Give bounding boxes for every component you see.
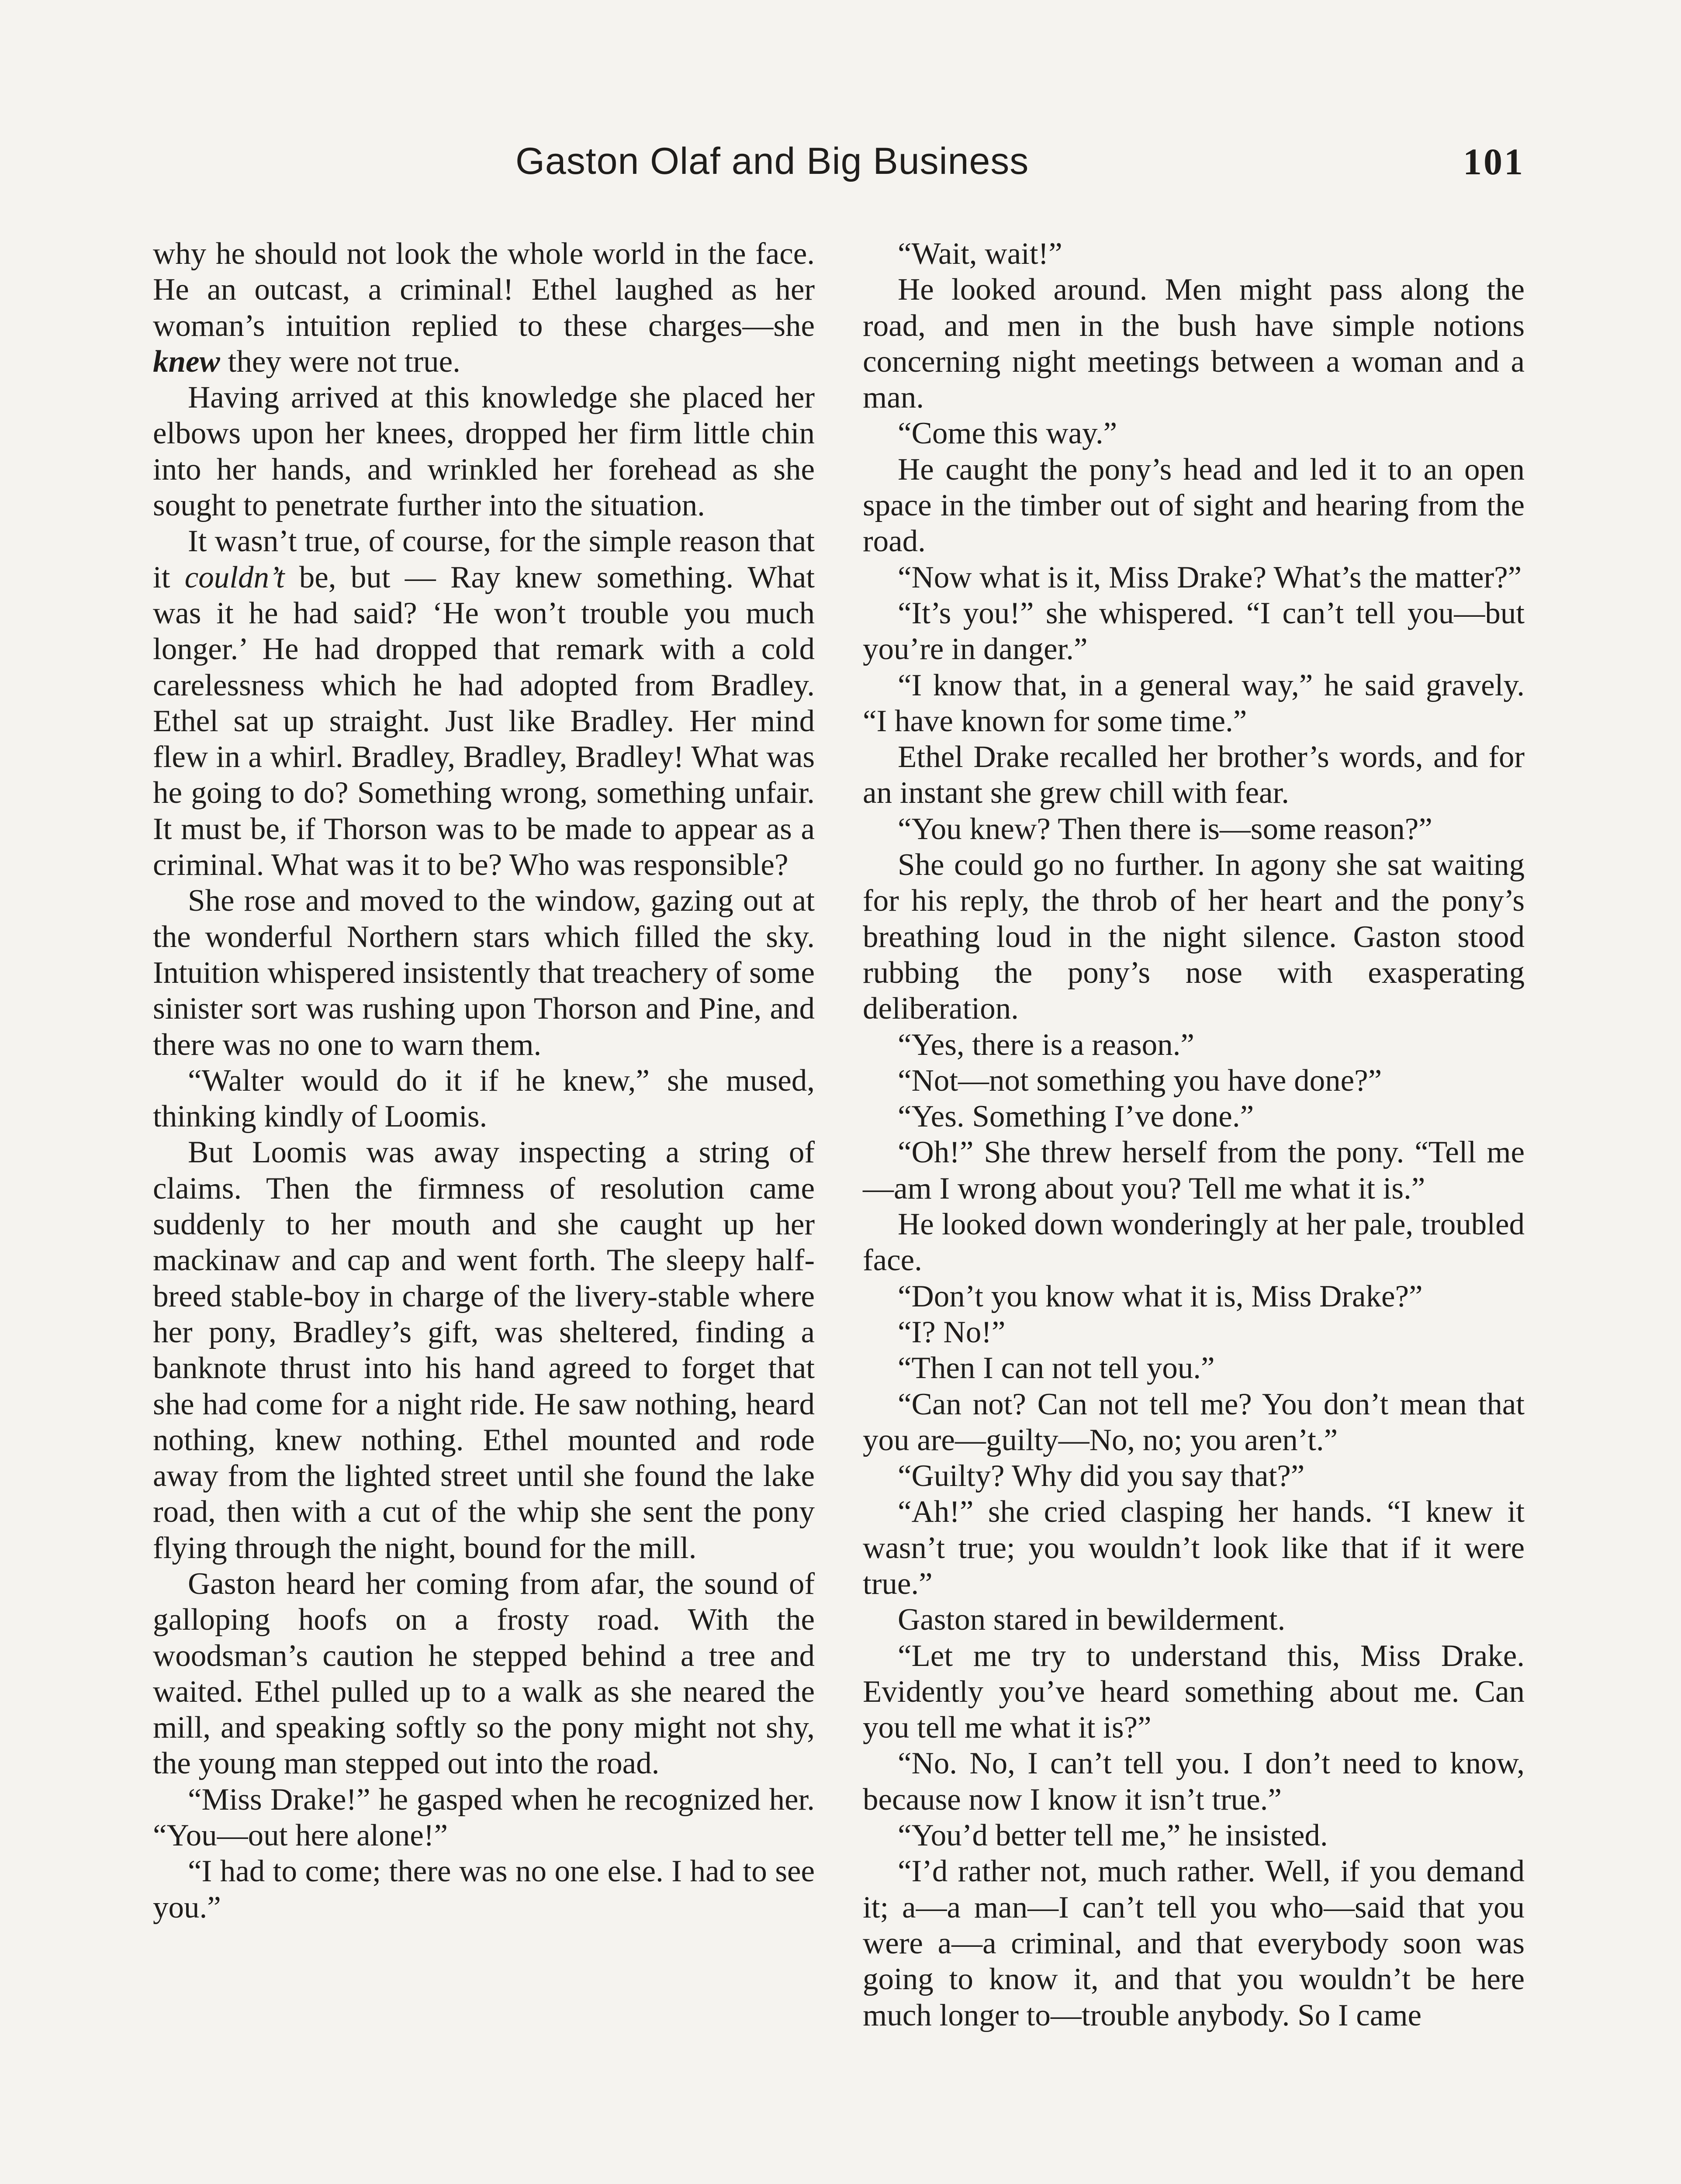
text-run: “Let me try to understand this, Miss Drake. Evidently you’ve heard something about me. Can you tell me what it is?” bbox=[863, 1638, 1525, 1745]
paragraph bbox=[863, 415, 1525, 451]
text-run: “Now what is it, Miss Drake? What’s the matter?” bbox=[898, 560, 1522, 594]
text-run: “No. No, I can’t tell you. I don’t need to know, because now I know it isn’t true.” bbox=[863, 1746, 1525, 1817]
text-run: But Loomis was away inspecting a string of claims. Then the firmness of resolution came suddenly to her mouth and she caught up her mackinaw and cap and went forth. The sleepy half-breed stable-boy in charge of the livery-stable where her pony, Bradley’s gift, was sheltered, finding a banknote thrust into his hand agreed to forget that she had come for a night ride. He saw nothing, heard nothing, knew nothing. Ethel mounted and rode away from the lighted street until she found the lake road, then with a cut of the whip she sent the pony flying through the night, bound for the mill. bbox=[153, 1135, 815, 1565]
text-run: “It’s you!” she whispered. “I can’t tell you—but you’re in danger.” bbox=[863, 596, 1525, 667]
paragraph bbox=[863, 1638, 1525, 1746]
paragraph bbox=[863, 560, 1525, 595]
text-run: why he should not look the whole world in the face. He an outcast, a criminal! Ethel laughed as her woman’s intuition replied to these charges—she bbox=[153, 237, 815, 343]
text-run: “Oh!” She threw herself from the pony. “Tell me—am I wrong about you? Tell me what it is.” bbox=[863, 1135, 1525, 1206]
paragraph bbox=[863, 236, 1525, 272]
paragraph bbox=[863, 667, 1525, 740]
text-run: “Miss Drake!” he gasped when he recognized her. “You—out here alone!” bbox=[153, 1782, 815, 1853]
paragraph bbox=[863, 1853, 1525, 2033]
paragraph bbox=[863, 1134, 1525, 1206]
text-run: “I know that, in a general way,” he said gravely. “I have known for some time.” bbox=[863, 668, 1525, 738]
running-header bbox=[153, 140, 1525, 192]
paragraph bbox=[153, 523, 815, 883]
paragraph bbox=[863, 1099, 1525, 1134]
paragraph bbox=[153, 1134, 815, 1566]
paragraph bbox=[863, 1314, 1525, 1350]
text-run: be, but — Ray knew something. What was it he had said? ‘He won’t trouble you much longer.’ He had dropped that remark with a cold carelessness which he had adopted from Bradley. Ethel sat up straight. Just like Bradley. Her mind flew in a whirl. Bradley, Bradley, Bradley! What was he going to do? Something wrong, something unfair. It must be, if Thorson was to be made to appear as a criminal. What was it to be? Who was responsible? bbox=[153, 560, 815, 882]
text-run: He caught the pony’s head and led it to an open space in the timber out of sight and hearing from the road. bbox=[863, 452, 1525, 559]
paragraph bbox=[863, 739, 1525, 811]
text-run: “I had to come; there was no one else. I had to see you.” bbox=[153, 1854, 815, 1925]
paragraph bbox=[863, 847, 1525, 1026]
text-run: “Come this way.” bbox=[898, 416, 1117, 451]
text-run: “Wait, wait!” bbox=[898, 237, 1062, 271]
paragraph bbox=[863, 1279, 1525, 1314]
paragraph bbox=[153, 1782, 815, 1854]
text-run: “Can not? Can not tell me? You don’t mean that you are—guilty—No, no; you aren’t.” bbox=[863, 1387, 1525, 1457]
paragraph bbox=[863, 1818, 1525, 1853]
running-head-title: Gaston Olaf and Big Business bbox=[515, 140, 1029, 182]
page-number: 101 bbox=[1463, 141, 1525, 183]
text-run: “Yes, there is a reason.” bbox=[898, 1027, 1194, 1062]
text-run: “Guilty? Why did you say that?” bbox=[898, 1459, 1305, 1493]
text-run: “I? No!” bbox=[898, 1315, 1006, 1349]
text-run: “Not—not something you have done?” bbox=[898, 1063, 1382, 1098]
paragraph bbox=[863, 1063, 1525, 1099]
paragraph bbox=[863, 1494, 1525, 1602]
text-run: Ethel Drake recalled her brother’s words, and for an instant she grew chill with fear. bbox=[863, 740, 1525, 810]
text-run: “I’d rather not, much rather. Well, if you demand it; a—a man—I can’t tell you who—said that you were a—a criminal, and that everybody soon was going to know it, and that you wouldn’t be here much longer to—trouble anybody. So I came bbox=[863, 1854, 1525, 2032]
paragraph bbox=[153, 1853, 815, 1925]
text-run: Gaston heard her coming from afar, the sound of galloping hoofs on a frosty road. With the woodsman’s caution he stepped behind a tree and waited. Ethel pulled up to a walk as she neared the mill, and speaking softly so the pony might not shy, the young man stepped out into the road. bbox=[153, 1566, 815, 1781]
left-text-column bbox=[153, 236, 815, 1925]
text-run: She rose and moved to the window, gazing out at the wonderful Northern stars which filled the sky. Intuition whispered insistently that treachery of some sinister sort was rushing upon Thorson and Pine, and there was no one to warn them. bbox=[153, 884, 815, 1062]
paragraph bbox=[863, 595, 1525, 667]
paragraph bbox=[863, 272, 1525, 415]
paragraph bbox=[863, 1745, 1525, 1818]
text-run: He looked down wonderingly at her pale, troubled face. bbox=[863, 1207, 1525, 1278]
paragraph bbox=[863, 1350, 1525, 1386]
text-run: He looked around. Men might pass along the road, and men in the bush have simple notions concerning night meetings between a woman and a man. bbox=[863, 273, 1525, 415]
text-run: “You’d better tell me,” he insisted. bbox=[898, 1818, 1328, 1853]
paragraph bbox=[153, 236, 815, 380]
text-run: “You knew? Then there is—some reason?” bbox=[898, 812, 1432, 846]
paragraph bbox=[863, 1386, 1525, 1458]
text-run: It wasn’t true, of course, for the simple reason that it bbox=[153, 524, 815, 594]
paragraph bbox=[863, 1206, 1525, 1279]
paragraph bbox=[863, 452, 1525, 560]
text-run: Having arrived at this knowledge she placed her elbows upon her knees, dropped her firm little chin into her hands, and wrinkled her forehead as she sought to penetrate further into the situation. bbox=[153, 380, 815, 523]
text-run: She could go no further. In agony she sat waiting for his reply, the throb of her heart and the pony’s breathing loud in the night silence. Gaston stood rubbing the pony’s nose with exasperating deliberation. bbox=[863, 848, 1525, 1026]
paragraph bbox=[863, 1458, 1525, 1494]
right-text-column bbox=[863, 236, 1525, 2033]
paragraph bbox=[863, 1602, 1525, 1638]
text-run: “Yes. Something I’ve done.” bbox=[898, 1099, 1254, 1134]
paragraph bbox=[153, 1566, 815, 1782]
paragraph bbox=[863, 811, 1525, 847]
paragraph bbox=[863, 1027, 1525, 1063]
text-run: they were not true. bbox=[220, 344, 460, 379]
paragraph bbox=[153, 1063, 815, 1135]
text-run: “Then I can not tell you.” bbox=[898, 1351, 1215, 1386]
text-run: “Ah!” she cried clasping her hands. “I knew it wasn’t true; you wouldn’t look like that if it were true.” bbox=[863, 1495, 1525, 1601]
emphasis-text: knew bbox=[153, 344, 220, 379]
text-run: “Don’t you know what it is, Miss Drake?” bbox=[898, 1279, 1423, 1313]
paragraph bbox=[153, 883, 815, 1062]
italic-text: couldn’t bbox=[184, 560, 285, 594]
text-run: Gaston stared in bewilderment. bbox=[898, 1603, 1286, 1637]
text-run: “Walter would do it if he knew,” she mused, thinking kindly of Loomis. bbox=[153, 1063, 815, 1134]
paragraph bbox=[153, 380, 815, 523]
